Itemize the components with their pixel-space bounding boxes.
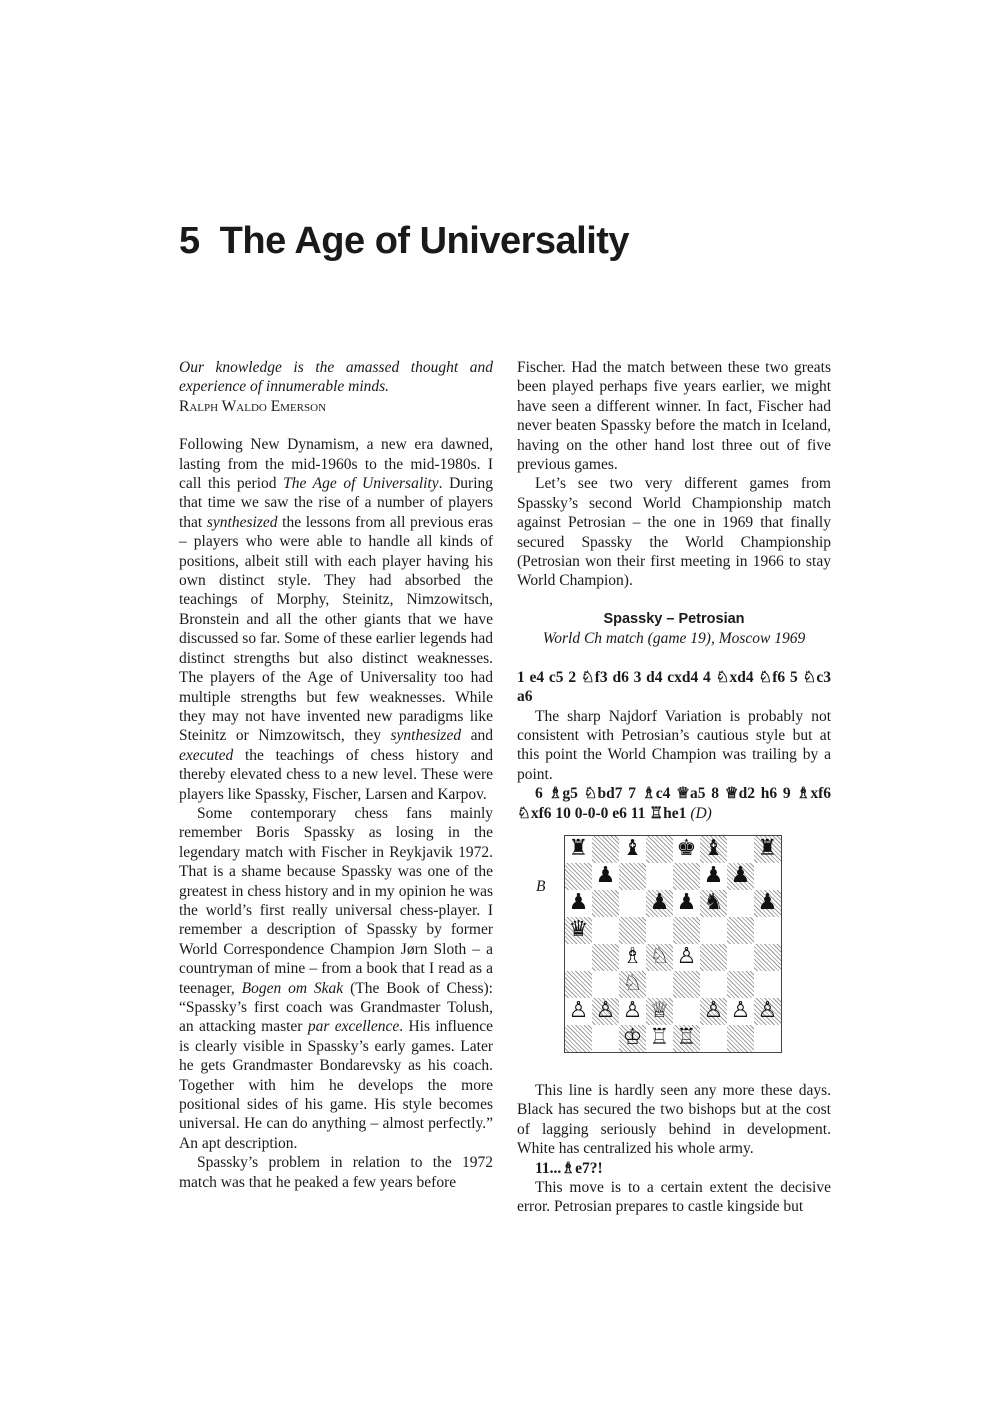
square-d4 — [646, 944, 673, 971]
square-g1 — [727, 1025, 754, 1052]
square-a2 — [565, 998, 592, 1025]
epigraph-author: Ralph Waldo Emerson — [179, 397, 327, 415]
text-span: Some contemporary chess fans mainly remember Boris Spassky as losing in the legendary match with Fischer in Reykjavik 1972. That is a shame because Spassky was one of the greatest in chess history and in my opinion he was the world’s first really universal chess-player. I remember a description of Spassky by former World Correspondence Champion Jørn Sloth – a countryman of mine – from a book that I read as a teenager, — [179, 804, 493, 997]
text-span: . During that time we saw the rise of a number of players that — [179, 475, 493, 531]
square-a8 — [565, 836, 592, 863]
paragraph-najdorf: The sharp Najdorf Variation is probably not consistent with Petrosian’s cautious style but at this point the World Champion was trailing by a point. — [517, 707, 831, 783]
square-b4 — [592, 944, 619, 971]
square-g2 — [727, 998, 754, 1025]
square-d2 — [646, 998, 673, 1025]
square-g3 — [727, 971, 754, 998]
square-e1 — [673, 1025, 700, 1052]
square-c6 — [619, 890, 646, 917]
text-span: the teachings of chess history and thereby elevated chess to a new level. These were players like Spassky, Fischer, Larsen and Karpov. — [179, 746, 493, 803]
chess-piece-icon: ♙ — [730, 998, 751, 1024]
square-b6 — [592, 890, 619, 917]
paragraph-analysis: This line is hardly seen any more these days. Black has secured the two bishops but at the cost of lagging seriously behind in development. White has centralized his whole army. — [517, 1081, 831, 1158]
square-e2 — [673, 998, 700, 1025]
moves-text: 6 ♗g5 ♘bd7 7 ♗c4 ♕a5 8 ♕d2 h6 9 ♗xf6 ♘xf6 10 0-0-0 e6 11 ♖he1 — [517, 785, 831, 822]
chess-piece-icon: ♙ — [676, 944, 697, 970]
square-f8 — [700, 836, 727, 863]
paragraph-two-games: Let’s see two very different games from Spassky’s second World Championship match against Petrosian – the one in 1969 that finally secured Spassky the World Championship (Petrosian won their first meeting in 1966 to stay World Champion). — [517, 475, 831, 590]
chess-piece-icon: ♟ — [676, 890, 697, 916]
text-span: . His influence is clearly visible in Spassky’s early games. Later he gets Grandmaster Bondarevsky as his coach. Together with him he develops the more positional sides of his game. His style becomes universal. He can do anything – almost perfectly.” An apt description. — [179, 1018, 493, 1152]
left-column — [179, 358, 493, 1192]
square-f1 — [700, 1025, 727, 1052]
chess-piece-icon: ♝ — [622, 836, 643, 862]
chess-piece-icon: ♘ — [649, 944, 670, 970]
italic-span: synthesized — [390, 727, 462, 745]
square-b3 — [592, 971, 619, 998]
chess-piece-icon: ♕ — [649, 998, 670, 1024]
chess-piece-icon: ♙ — [703, 998, 724, 1024]
square-a1 — [565, 1025, 592, 1052]
square-a7 — [565, 863, 592, 890]
chess-piece-icon: ♛ — [568, 917, 589, 943]
paragraph-decisive-error: This move is to a certain extent the decisive error. Petrosian prepares to castle kingside but — [517, 1178, 831, 1216]
italic-span: par excellence — [307, 1018, 400, 1036]
text-span: and — [461, 727, 493, 745]
square-e4 — [673, 944, 700, 971]
chess-piece-icon: ♗ — [622, 944, 643, 970]
moves-main — [517, 784, 831, 823]
square-h8 — [754, 836, 781, 863]
chess-piece-icon: ♟ — [649, 890, 670, 916]
right-column — [517, 358, 831, 1217]
side-to-move-label: B — [536, 877, 546, 895]
italic-span: The Age of Universality — [283, 475, 439, 493]
square-f7 — [700, 863, 727, 890]
square-h2 — [754, 998, 781, 1025]
square-h1 — [754, 1025, 781, 1052]
paragraph-spassky — [179, 804, 493, 1153]
square-e6 — [673, 890, 700, 917]
square-h6 — [754, 890, 781, 917]
italic-span: synthesized — [206, 513, 278, 531]
square-a6 — [565, 890, 592, 917]
square-d8 — [646, 836, 673, 863]
chess-piece-icon: ♟ — [730, 863, 751, 889]
square-f3 — [700, 971, 727, 998]
chess-piece-icon: ♞ — [703, 890, 724, 916]
square-e3 — [673, 971, 700, 998]
square-g8 — [727, 836, 754, 863]
square-h5 — [754, 917, 781, 944]
chess-piece-icon: ♝ — [703, 836, 724, 862]
square-b5 — [592, 917, 619, 944]
game-players: Spassky – Petrosian — [603, 610, 745, 627]
square-e7 — [673, 863, 700, 890]
text-span: the lessons from all previous eras – players who were able to handle all kinds of positions, albeit still with each player having his own distinct style. They had absorbed the teachings of Morphy, Steinitz, Nimzowitsch, Bronstein and all the other giants that we have discussed so far. Some of these earlier legends had distinct strengths but also distinct weaknesses. The players of the Age of Universality too had multiple strengths but few weaknesses. While they may not have invented new paradigms like Steinitz or Nimzowitsch, they — [179, 513, 493, 745]
text-span: (The Book of Chess): “Spassky’s first coach was Grandmaster Tolush, an attacking master — [179, 979, 493, 1036]
square-e8 — [673, 836, 700, 863]
square-f2 — [700, 998, 727, 1025]
square-f6 — [700, 890, 727, 917]
chapter-title — [179, 220, 629, 263]
square-f5 — [700, 917, 727, 944]
chess-piece-icon: ♚ — [676, 836, 697, 862]
diagram-container — [517, 835, 831, 1073]
epigraph: Our knowledge is the amassed thought and experience of innumerable minds. — [179, 359, 493, 396]
chess-piece-icon: ♜ — [757, 836, 778, 862]
square-c1 — [619, 1025, 646, 1052]
italic-span: Bogen om Skak — [241, 979, 344, 997]
diagram-reference: (D) — [690, 804, 712, 822]
chess-piece-icon: ♟ — [757, 890, 778, 916]
square-a3 — [565, 971, 592, 998]
square-g4 — [727, 944, 754, 971]
chess-piece-icon: ♙ — [568, 998, 589, 1024]
chess-piece-icon: ♙ — [622, 998, 643, 1024]
chess-piece-icon: ♙ — [757, 998, 778, 1024]
square-a4 — [565, 944, 592, 971]
game-event: World Ch match (game 19), Moscow 1969 — [542, 630, 806, 648]
square-b7 — [592, 863, 619, 890]
square-h7 — [754, 863, 781, 890]
square-a5 — [565, 917, 592, 944]
square-b1 — [592, 1025, 619, 1052]
square-b8 — [592, 836, 619, 863]
square-h3 — [754, 971, 781, 998]
chess-diagram — [564, 835, 782, 1053]
chess-piece-icon: ♖ — [676, 1025, 697, 1051]
chapter-name: The Age of Universality — [219, 220, 630, 262]
square-b2 — [592, 998, 619, 1025]
chess-piece-icon: ♙ — [595, 998, 616, 1024]
square-c5 — [619, 917, 646, 944]
square-g6 — [727, 890, 754, 917]
chess-piece-icon: ♔ — [622, 1025, 643, 1051]
square-f4 — [700, 944, 727, 971]
chess-piece-icon: ♖ — [649, 1025, 670, 1051]
square-d1 — [646, 1025, 673, 1052]
chess-piece-icon: ♘ — [622, 971, 643, 997]
chess-piece-icon: ♟ — [568, 890, 589, 916]
square-c8 — [619, 836, 646, 863]
square-h4 — [754, 944, 781, 971]
moves-opening: 1 e4 c5 2 ♘f3 d6 3 d4 cxd4 4 ♘xd4 ♘f6 5 ♘c3 a6 — [517, 668, 831, 706]
italic-span: executed — [179, 746, 234, 764]
chess-piece-icon: ♜ — [568, 836, 589, 862]
paragraph-1972-match: Spassky’s problem in relation to the 1972 match was that he peaked a few years before — [179, 1154, 493, 1191]
paragraph-intro — [179, 435, 493, 804]
chess-piece-icon: ♟ — [703, 863, 724, 889]
text-span: Following New Dynamism, a new era dawned, lasting from the mid-1960s to the mid-1980s. I call this period — [179, 436, 493, 493]
chess-piece-icon: ♟ — [595, 863, 616, 889]
square-d7 — [646, 863, 673, 890]
square-d5 — [646, 917, 673, 944]
square-d6 — [646, 890, 673, 917]
square-d3 — [646, 971, 673, 998]
square-c7 — [619, 863, 646, 890]
square-g5 — [727, 917, 754, 944]
square-g7 — [727, 863, 754, 890]
paragraph-fischer: Fischer. Had the match between these two greats been played perhaps five years earlier, we might have seen a different winner. In fact, Fischer had never beaten Spassky before the match in Iceland, having on the other hand lost three out of five previous games. — [517, 359, 831, 474]
square-c4 — [619, 944, 646, 971]
moves-11-be7: 11...♗e7?! — [535, 1159, 603, 1177]
square-e5 — [673, 917, 700, 944]
square-c2 — [619, 998, 646, 1025]
square-c3 — [619, 971, 646, 998]
chapter-number: 5 — [179, 220, 200, 262]
